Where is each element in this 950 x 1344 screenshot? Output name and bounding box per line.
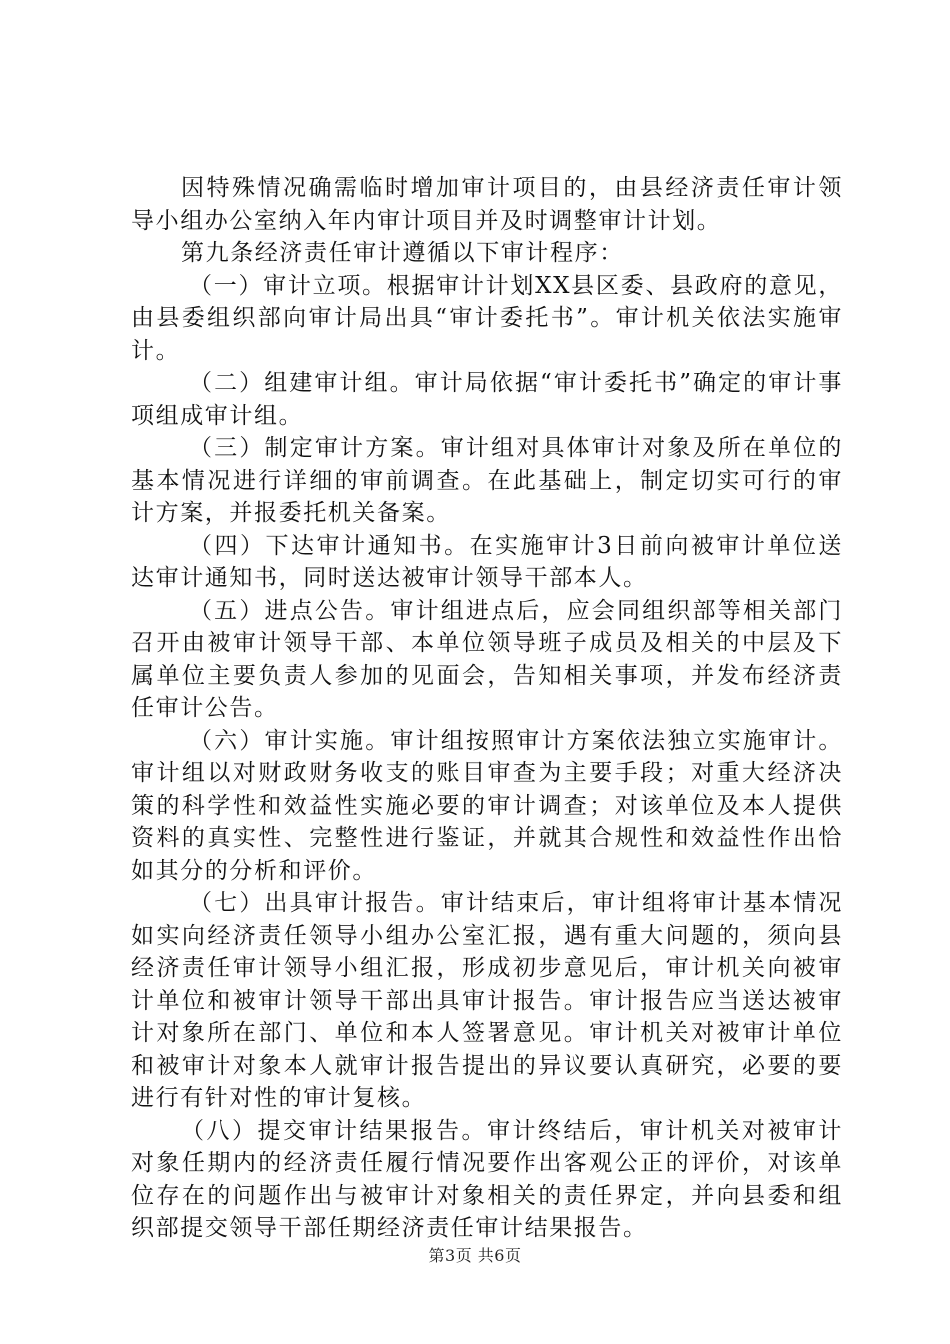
paragraph-step-7: （七）出具审计报告。审计结束后，审计组将审计基本情况如实向经济责任领导小组办公室汇报，遇有重大问题的，须向县经济责任审计领导小组汇报，形成初步意见后，审计机关向被审计单位和被审计领导干部出具审计报告。审计报告应当送达被审计对象所在部门、单位和本人签署意见。审计机关对被审计单位和被审计对象本人就审计报告提出的异议要认真研究，必要的要进行有针对性的审计复核。 (131, 890, 843, 1111)
paragraph-supplement: 因特殊情况确需临时增加审计项目的，由县经济责任审计领导小组办公室纳入年内审计项目并及时调整审计计划。 (131, 175, 843, 234)
paragraph-step-6: （六）审计实施。审计组按照审计方案依法独立实施审计。审计组以对财政财务收支的账目审查为主要手段；对重大经济决策的科学性和效益性实施必要的审计调查；对该单位及本人提供资料的真实性、完整性进行鉴证，并就其合规性和效益性作出恰如其分的分析和评价。 (131, 727, 843, 884)
paragraph-step-5: （五）进点公告。审计组进点后，应会同组织部等相关部门召开由被审计领导干部、本单位领导班子成员及相关的中层及下属单位主要负责人参加的见面会，告知相关事项，并发布经济责任审计公告。 (131, 597, 843, 721)
document-body (131, 172, 843, 1245)
paragraph-step-1: （一）审计立项。根据审计计划XX县区委、县政府的意见，由县委组织部向审计局出具“审计委托书”。审计机关依法实施审计。 (131, 272, 843, 364)
paragraph-step-8: （八）提交审计结果报告。审计终结后，审计机关对被审计对象任期内的经济责任履行情况要作出客观公正的评价，对该单位存在的问题作出与被审计对象相关的责任界定，并向县委和组织部提交领导干部任期经济责任审计结果报告。 (131, 1117, 843, 1241)
paragraph-step-4: （四）下达审计通知书。在实施审计3日前向被审计单位送达审计通知书，同时送达被审计领导干部本人。 (131, 532, 843, 591)
page-number-footer: 第3页 共6页 (428, 1246, 522, 1265)
paragraph-article-9: 第九条经济责任审计遵循以下审计程序： (181, 240, 624, 266)
paragraph-step-2: （二）组建审计组。审计局依据“审计委托书”确定的审计事项组成审计组。 (131, 370, 843, 429)
paragraph-step-3: （三）制定审计方案。审计组对具体审计对象及所在单位的基本情况进行详细的审前调查。在此基础上，制定切实可行的审计方案，并报委托机关备案。 (131, 435, 843, 526)
